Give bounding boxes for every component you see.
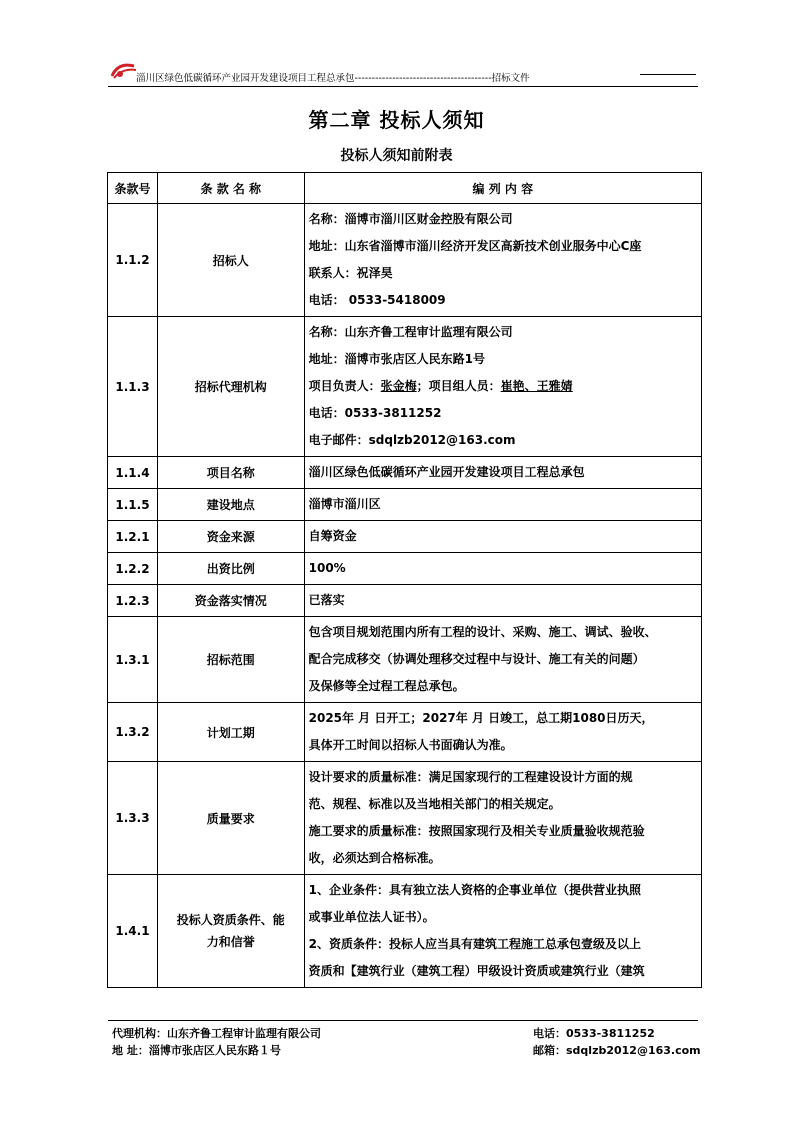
content-line: 地址：山东省淄博市淄川经济开发区高新技术创业服务中心C座 <box>308 239 642 253</box>
clause-number: 1.2.2 <box>108 553 158 585</box>
content-line: 2、资质条件：投标人应当具有建筑工程施工总承包壹级及以上 <box>308 937 641 951</box>
clause-name: 质量要求 <box>157 762 304 875</box>
clause-name: 资金来源 <box>157 521 304 553</box>
clause-content <box>304 703 701 762</box>
header-content: 编 列 内 容 <box>304 173 701 204</box>
clause-name: 招标人 <box>157 204 304 317</box>
table-row <box>108 617 702 703</box>
clause-number: 1.1.2 <box>108 204 158 317</box>
footer-email: 邮箱：sdqlzb2012@163.com <box>533 1044 701 1057</box>
page-header <box>108 60 698 86</box>
header-divider <box>640 74 696 75</box>
footer-rule <box>108 1020 698 1021</box>
table-title: 投标人须知前附表 <box>340 148 453 164</box>
content-line: 电话： 0533-5418009 <box>308 293 446 307</box>
clause-name: 招标代理机构 <box>157 317 304 457</box>
clause-content <box>304 762 701 875</box>
table-row <box>108 875 702 988</box>
clause-content <box>304 317 701 457</box>
table-row <box>108 489 702 521</box>
clause-content <box>304 617 701 703</box>
table-row <box>108 457 702 489</box>
footer-address: 地 址：淄博市张店区人民东路１号 <box>112 1044 281 1057</box>
clause-number: 1.1.5 <box>108 489 158 521</box>
clause-number: 1.2.1 <box>108 521 158 553</box>
content-line: 电子邮件：sdqlzb2012@163.com <box>308 433 516 447</box>
clause-content <box>304 521 701 553</box>
content-line-contacts <box>309 373 697 400</box>
content-line: 设计要求的质量标准：满足国家现行的工程建设设计方面的规 <box>308 770 633 784</box>
table-row <box>108 204 702 317</box>
content-line: 已落实 <box>308 593 345 607</box>
footer-phone: 电话：0533-3811252 <box>533 1027 655 1040</box>
content-line: 地址：淄博市张店区人民东路1号 <box>308 352 485 366</box>
clause-name: 资金落实情况 <box>157 585 304 617</box>
bid-instructions-table <box>107 172 702 988</box>
content-line: 具体开工时间以招标人书面确认为准。 <box>308 738 513 752</box>
table-row <box>108 553 702 585</box>
contact-label: 项目负责人： <box>308 379 381 393</box>
header-title: 淄川区绿色低碳循环产业园开发建设项目工程总承包----------------------------------------招标文件 <box>136 73 530 84</box>
clause-content <box>304 489 701 521</box>
clause-number: 1.1.4 <box>108 457 158 489</box>
contact-label: ；项目组人员： <box>416 379 501 393</box>
content-line: 淄川区绿色低碳循环产业园开发建设项目工程总承包 <box>308 465 585 479</box>
clause-content <box>304 585 701 617</box>
clause-number: 1.3.2 <box>108 703 158 762</box>
content-line: 名称：山东齐鲁工程审计监理有限公司 <box>308 325 513 339</box>
content-line: 2025年 月 日开工；2027年 月 日竣工，总工期1080日历天， <box>308 711 654 725</box>
clause-name: 招标范围 <box>157 617 304 703</box>
content-line: 收，必须达到合格标准。 <box>308 851 441 865</box>
content-line: 配合完成移交（协调处理移交过程中与设计、施工有关的问题） <box>308 652 645 666</box>
clause-name: 建设地点 <box>157 489 304 521</box>
clause-number: 1.3.3 <box>108 762 158 875</box>
table-row <box>108 585 702 617</box>
clause-name-line: 力和信誉 <box>206 935 255 949</box>
header-rule <box>108 86 698 87</box>
chapter-title: 第二章 投标人须知 <box>308 108 485 132</box>
header-clause-no: 条款号 <box>108 173 158 204</box>
clause-name: 计划工期 <box>157 703 304 762</box>
clause-content <box>304 553 701 585</box>
clause-name <box>157 875 304 988</box>
content-line: 范、规程、标准以及当地相关部门的相关规定。 <box>308 797 561 811</box>
clause-name: 项目名称 <box>157 457 304 489</box>
content-line: 联系人：祝泽昊 <box>308 266 393 280</box>
content-line: 或事业单位法人证书）。 <box>308 910 435 924</box>
content-line: 包含项目规划范围内所有工程的设计、采购、施工、调试、验收、 <box>308 625 657 639</box>
project-leader: 张金梅 <box>380 379 417 393</box>
header-clause-name: 条 款 名 称 <box>157 173 304 204</box>
content-line: 施工要求的质量标准：按照国家现行及相关专业质量验收规范验 <box>308 824 645 838</box>
content-line: 及保修等全过程工程总承包。 <box>308 679 465 693</box>
content-line: 淄博市淄川区 <box>308 497 381 511</box>
content-line: 名称：淄博市淄川区财金控股有限公司 <box>308 212 513 226</box>
table-row <box>108 521 702 553</box>
content-line: 100% <box>308 561 346 575</box>
clause-number: 1.3.1 <box>108 617 158 703</box>
content-line: 1、企业条件：具有独立法人资格的企事业单位（提供营业执照 <box>308 883 641 897</box>
clause-name: 出资比例 <box>157 553 304 585</box>
project-members: 崔艳、王雅婧 <box>500 379 573 393</box>
content-line: 资质和【建筑行业（建筑工程）甲级设计资质或建筑行业（建筑 <box>308 964 645 978</box>
footer-agency: 代理机构：山东齐鲁工程审计监理有限公司 <box>112 1027 321 1040</box>
table-row <box>108 317 702 457</box>
clause-content <box>304 875 701 988</box>
clause-content <box>304 204 701 317</box>
content-line: 自筹资金 <box>308 529 357 543</box>
clause-name-line: 投标人资质条件、能 <box>176 913 285 927</box>
table-row <box>108 762 702 875</box>
clause-number: 1.4.1 <box>108 875 158 988</box>
clause-content <box>304 457 701 489</box>
content-line: 电话：0533-3811252 <box>308 406 442 420</box>
clause-number: 1.2.3 <box>108 585 158 617</box>
table-row <box>108 703 702 762</box>
clause-number: 1.1.3 <box>108 317 158 457</box>
table-header-row <box>108 173 702 204</box>
